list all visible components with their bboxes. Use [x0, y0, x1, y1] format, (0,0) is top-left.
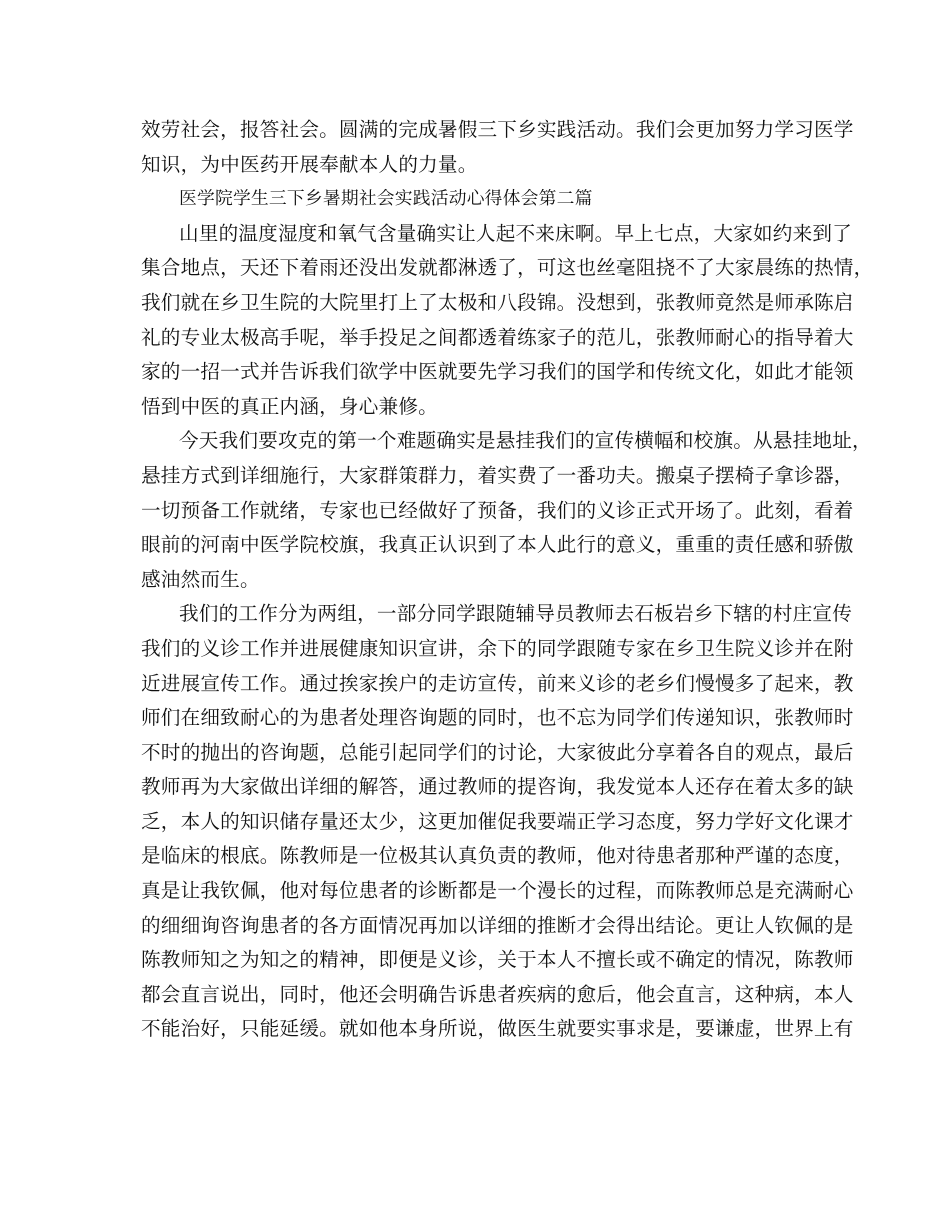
document-page	[141, 113, 874, 1047]
text-line: 近进展宣传工作。通过挨家挨户的走访宣传，前来义诊的老乡们慢慢多了起来，教	[141, 671, 854, 695]
paragraph	[141, 217, 874, 425]
text-line: 效劳社会，报答社会。圆满的完成暑假三下乡实践活动。我们会更加努力学习医学	[141, 118, 854, 141]
text-line: 不时的抛出的咨询题，总能引起同学们的讨论，大家彼此分享着各自的观点，最后	[141, 740, 854, 764]
heading-line: 医学院学生三下乡暑期社会实践活动心得体会第二篇	[179, 188, 593, 210]
text-line: 真是让我钦佩，他对每位患者的诊断都是一个漫长的过程，而陈教师总是充满耐心	[141, 879, 854, 903]
text-line: 今天我们要攻克的第一个难题确实是悬挂我们的宣传横幅和校旗。从悬挂地址，	[179, 429, 872, 453]
text-line: 乏，本人的知识储存量还太少，这更加催促我要端正学习态度，努力学好文化课才	[141, 809, 854, 833]
text-line: 礼的专业太极高手呢，举手投足之间都透着练家子的范儿，张教师耐心的指导着大	[141, 325, 854, 349]
text-line: 集合地点，天还下着雨还没出发就都淋透了，可这也丝毫阻挠不了大家晨练的热情，	[141, 256, 874, 280]
text-line: 师们在细致耐心的为患者处理咨询题的同时，也不忘为同学们传递知识，张教师时	[141, 706, 854, 730]
text-line: 我们的工作分为两组，一部分同学跟随辅导员教师去石板岩乡下辖的村庄宣传	[179, 602, 852, 626]
text-line: 教师再为大家做出详细的解答，通过教师的提咨询，我发觉本人还存在着太多的缺	[141, 775, 854, 799]
paragraph	[141, 424, 872, 597]
text-line: 不能治好，只能延缓。就如他本身所说，做医生就要实事求是，要谦虚，世界上有	[141, 1017, 854, 1041]
text-line: 一切预备工作就绪，专家也已经做好了预备，我们的义诊正式开场了。此刻，看着	[141, 498, 854, 522]
text-line: 感油然而生。	[141, 567, 260, 591]
section-heading	[141, 182, 826, 217]
text-line: 知识，为中医药开展奉献本人的力量。	[141, 152, 478, 176]
text-line: 陈教师知之为知之的精神，即便是义诊，关于本人不擅长或不确定的情况，陈教师	[141, 948, 854, 972]
text-line: 的细细询咨询患者的各方面情况再加以详细的推断才会得出结论。更让人钦佩的是	[141, 913, 854, 937]
paragraph	[141, 113, 854, 182]
text-line: 悬挂方式到详细施行，大家群策群力，着实费了一番功夫。搬桌子摆椅子拿诊器，	[141, 463, 854, 487]
text-line: 是临床的根底。陈教师是一位极其认真负责的教师，他对待患者那种严谨的态度，	[141, 844, 854, 868]
text-line: 家的一招一式并告诉我们欲学中医就要先学习我们的国学和传统文化，如此才能领	[141, 360, 854, 384]
text-line: 我们就在乡卫生院的大院里打上了太极和八段锦。没想到，张教师竟然是师承陈启	[141, 290, 854, 314]
text-line: 山里的温度湿度和氧气含量确实让人起不来床啊。早上七点，大家如约来到了	[179, 221, 852, 245]
paragraph	[141, 597, 854, 1047]
text-line: 眼前的河南中医学院校旗，我真正认识到了本人此行的意义，重重的责任感和骄傲	[141, 533, 854, 557]
text-line: 我们的义诊工作并进展健康知识宣讲，余下的同学跟随专家在乡卫生院义诊并在附	[141, 636, 854, 660]
text-line: 悟到中医的真正内涵，身心兼修。	[141, 394, 438, 418]
text-line: 都会直言说出，同时，他还会明确告诉患者疾病的愈后，他会直言，这种病，本人	[141, 982, 854, 1006]
